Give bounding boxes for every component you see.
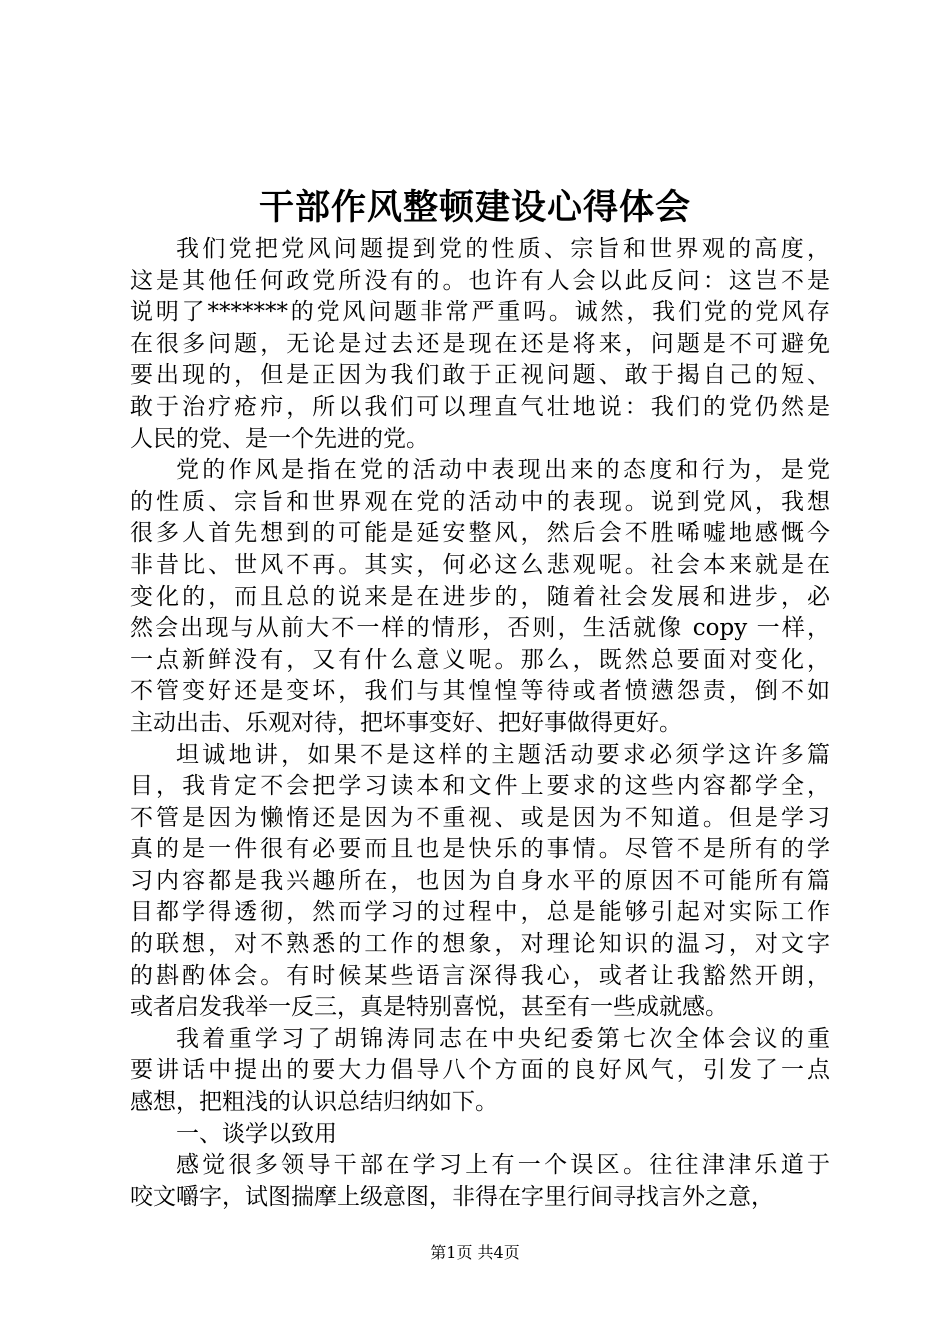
text-line: 一点新鲜没有，又有什么意义呢。那么，既然总要面对变化， xyxy=(130,646,830,673)
text-line: 一、谈学以致用 xyxy=(176,1120,337,1147)
document-title: 干部作风整顿建设心得体会 xyxy=(258,187,691,228)
text-line: 真的是一件很有必要而且也是快乐的事情。尽管不是所有的学 xyxy=(130,836,830,863)
paragraph xyxy=(130,234,830,455)
text-line: 主动出击、乐观对待，把坏事变好、把好事做得更好。 xyxy=(130,709,682,736)
text-line: 变化的，而且总的说来是在进步的，随着社会发展和进步，必 xyxy=(130,583,830,610)
text-line: 咬文嚼字，试图揣摩上级意图，非得在字里行间寻找言外之意， xyxy=(130,1183,774,1210)
paragraph xyxy=(130,1150,830,1213)
text-line: 目都学得透彻，然而学习的过程中，总是能够引起对实际工作 xyxy=(130,899,830,926)
paragraph xyxy=(130,740,830,1024)
text-line: 坦诚地讲，如果不是这样的主题活动要求必须学这许多篇 xyxy=(176,741,830,768)
paragraph xyxy=(130,1024,830,1119)
text-line: 说明了*******的党风问题非常严重吗。诚然，我们党的党风存 xyxy=(130,299,830,326)
text-line: 党的作风是指在党的活动中表现出来的态度和行为，是党 xyxy=(176,457,830,484)
text-line: 我们党把党风问题提到党的性质、宗旨和世界观的高度， xyxy=(176,236,830,262)
text-line: 目，我肯定不会把学习读本和文件上要求的这些内容都学全， xyxy=(130,773,830,800)
text-line: 的性质、宗旨和世界观在党的活动中的表现。说到党风，我想 xyxy=(130,488,830,515)
text-line: 要讲话中提出的要大力倡导八个方面的良好风气，引发了一点 xyxy=(130,1057,830,1084)
text-line: 或者启发我举一反三，真是特别喜悦，甚至有一些成就感。 xyxy=(130,994,728,1021)
text-line: 非昔比、世风不再。其实，何必这么悲观呢。社会本来就是在 xyxy=(130,551,830,578)
text-line: 不管是因为懒惰还是因为不重视、或是因为不知道。但是学习 xyxy=(130,804,830,831)
paragraph xyxy=(130,1119,830,1151)
page-footer: 第1页 共4页 xyxy=(430,1243,520,1262)
paragraph xyxy=(130,455,830,739)
text-line: 我着重学习了胡锦涛同志在中央纪委第七次全体会议的重 xyxy=(176,1025,830,1052)
text-line: 习内容都是我兴趣所在，也因为自身水平的原因不可能所有篇 xyxy=(130,867,830,894)
text-line: 感觉很多领导干部在学习上有一个误区。往往津津乐道于 xyxy=(176,1152,830,1179)
text-line: 的联想，对不熟悉的工作的想象，对理论知识的温习，对文字 xyxy=(130,931,830,958)
text-line: 不管变好还是变坏，我们与其惶惶等待或者愤懑怨责，倒不如 xyxy=(130,678,830,705)
text-line: 在很多问题，无论是过去还是现在还是将来，问题是不可避免 xyxy=(130,330,830,357)
document-body xyxy=(130,234,830,1213)
text-line: 的斟酌体会。有时候某些语言深得我心，或者让我豁然开朗， xyxy=(130,962,830,989)
text-line: 然会出现与从前大不一样的情形，否则，生活就像 copy 一样， xyxy=(130,615,830,642)
text-line: 敢于治疗疮疖，所以我们可以理直气壮地说：我们的党仍然是 xyxy=(130,393,830,420)
text-line: 感想，把粗浅的认识总结归纳如下。 xyxy=(130,1089,498,1116)
text-line: 这是其他任何政党所没有的。也许有人会以此反问：这岂不是 xyxy=(130,267,830,294)
text-line: 人民的党、是一个先进的党。 xyxy=(130,425,429,452)
text-line: 要出现的，但是正因为我们敢于正视问题、敢于揭自己的短、 xyxy=(130,362,830,389)
text-line: 很多人首先想到的可能是延安整风，然后会不胜唏嘘地感慨今 xyxy=(130,520,830,547)
